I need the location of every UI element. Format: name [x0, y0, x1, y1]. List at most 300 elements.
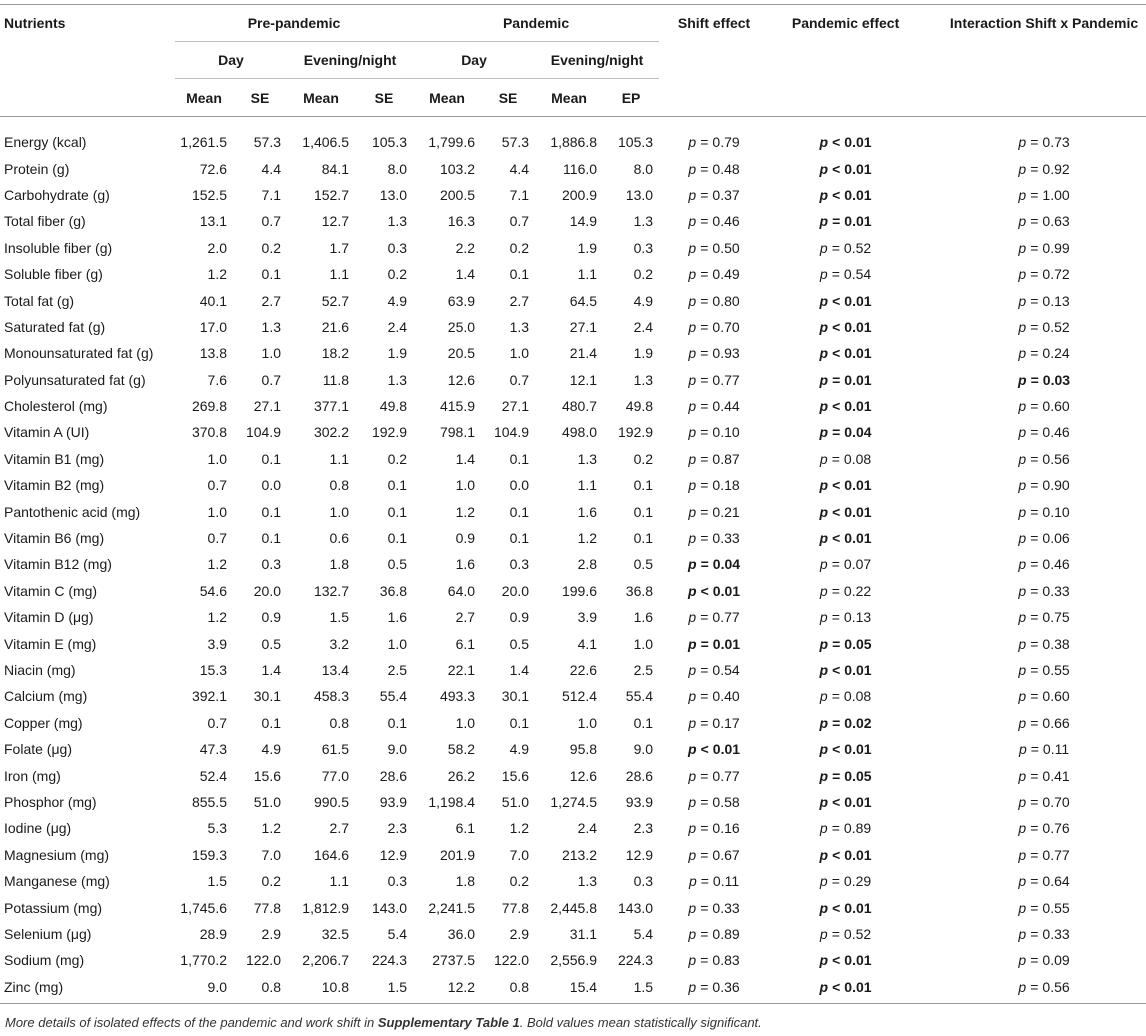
table-row: [0, 472, 1146, 498]
p-number: 0.02: [844, 714, 872, 731]
value-cell: 6.1: [455, 635, 476, 652]
p-value-cell: [659, 340, 769, 366]
p-number: 0.01: [844, 793, 872, 810]
p-operator: <: [832, 530, 841, 547]
value-cell: 2.4: [633, 318, 654, 335]
table-row: [0, 208, 1146, 234]
table-row: [0, 551, 1146, 577]
p-number: 0.77: [712, 767, 740, 784]
p-letter: p: [688, 450, 697, 467]
p-number: 0.49: [712, 266, 740, 283]
p-operator: =: [1030, 266, 1039, 283]
p-operator: =: [700, 714, 709, 731]
p-operator: <: [832, 978, 841, 995]
value-cell: 480.7: [561, 398, 598, 415]
value-cell: 0.1: [387, 530, 408, 547]
value-cell: 105.3: [371, 134, 408, 151]
table-row: [0, 921, 1146, 947]
p-operator: =: [1030, 635, 1039, 652]
footnote-text: More details of isolated effects of the pandemic and work shift in: [5, 1015, 378, 1030]
value-cell: 1.1: [577, 266, 598, 283]
value-cell: 49.8: [379, 398, 408, 415]
value-cell: 27.1: [253, 398, 281, 415]
nutrient-name: Copper (mg): [4, 714, 83, 731]
value-cell: 49.8: [625, 398, 654, 415]
p-letter: p: [688, 846, 697, 863]
subheader: SE: [481, 79, 535, 117]
p-number: 0.09: [1042, 952, 1070, 969]
value-cell: 13.0: [379, 186, 408, 203]
p-number: 0.01: [844, 503, 872, 520]
p-number: 0.16: [712, 820, 740, 837]
p-letter: p: [819, 846, 829, 863]
p-letter: p: [688, 688, 697, 705]
p-operator: =: [1030, 134, 1039, 151]
p-number: 0.73: [1042, 134, 1070, 151]
value-cell: 93.9: [625, 793, 654, 810]
p-value-cell: [769, 419, 922, 445]
value-cell: 1.2: [207, 556, 227, 573]
p-value-cell: [659, 762, 769, 788]
p-operator: =: [700, 186, 709, 203]
value-cell: 199.6: [561, 582, 598, 599]
p-letter: p: [688, 477, 697, 494]
p-value-cell: [769, 657, 922, 683]
p-number: 0.06: [1042, 530, 1070, 547]
p-number: 0.52: [843, 239, 872, 256]
p-number: 0.08: [843, 688, 872, 705]
p-operator: =: [1030, 846, 1039, 863]
p-operator: <: [700, 582, 709, 599]
p-value-cell: [769, 683, 922, 709]
p-value-cell: [769, 208, 922, 234]
nutrient-name: Pantothenic acid (mg): [4, 503, 141, 520]
value-cell: 8.0: [633, 160, 654, 177]
p-value-cell: [769, 894, 922, 920]
p-letter: p: [1018, 978, 1027, 995]
p-letter: p: [688, 186, 697, 203]
value-cell: 1.7: [329, 239, 349, 256]
value-cell: 2.5: [387, 662, 408, 678]
p-number: 0.60: [1042, 398, 1070, 415]
value-cell: 9.0: [207, 978, 227, 995]
p-letter: p: [688, 741, 697, 758]
p-operator: =: [1030, 820, 1039, 837]
value-cell: 61.5: [321, 741, 349, 758]
value-cell: 12.9: [625, 846, 654, 863]
p-number: 0.01: [844, 899, 872, 916]
p-number: 0.52: [843, 925, 872, 942]
p-operator: =: [1030, 899, 1039, 916]
footnote-link-text: Supplementary Table 1: [377, 1015, 520, 1030]
p-value-cell: [769, 129, 922, 155]
p-operator: =: [700, 846, 709, 863]
p-number: 0.48: [712, 160, 740, 177]
p-letter: p: [688, 345, 697, 362]
p-value-cell: [769, 235, 922, 261]
p-operator: =: [832, 635, 841, 652]
p-letter: p: [819, 662, 829, 678]
value-cell: 15.3: [199, 662, 227, 678]
value-cell: 13.8: [199, 345, 227, 362]
value-cell: 0.1: [261, 450, 281, 467]
value-cell: 0.9: [455, 530, 476, 547]
p-letter: p: [1018, 688, 1027, 705]
value-cell: 2737.5: [432, 952, 476, 969]
value-cell: 200.9: [561, 186, 598, 203]
value-cell: 0.1: [633, 530, 654, 547]
value-cell: 152.5: [191, 186, 227, 203]
p-letter: p: [819, 925, 828, 942]
p-value-cell: [769, 314, 922, 340]
p-number: 0.01: [844, 318, 872, 335]
p-value-cell: [769, 182, 922, 208]
value-cell: 1.9: [577, 239, 598, 256]
value-cell: 1.8: [455, 873, 476, 890]
p-value-cell: [659, 710, 769, 736]
p-operator: =: [1030, 318, 1039, 335]
p-number: 0.46: [1042, 556, 1070, 573]
p-letter: p: [1018, 239, 1027, 256]
p-operator: =: [1030, 213, 1039, 230]
p-letter: p: [819, 424, 829, 441]
p-operator: =: [1030, 714, 1039, 731]
p-operator: =: [832, 213, 841, 230]
p-value-cell: [659, 208, 769, 234]
p-letter: p: [688, 398, 697, 415]
p-letter: p: [1018, 292, 1027, 309]
p-value-cell: [769, 921, 922, 947]
p-letter: p: [1018, 793, 1027, 810]
value-cell: 84.1: [321, 160, 349, 177]
p-value-cell: [659, 551, 769, 577]
value-cell: 30.1: [501, 688, 530, 705]
p-value-cell: [659, 419, 769, 445]
p-value-cell: [659, 868, 769, 894]
p-operator: <: [832, 134, 841, 151]
value-cell: 0.1: [387, 477, 408, 494]
table-row: [0, 498, 1146, 524]
value-cell: 1.5: [329, 609, 349, 626]
p-letter: p: [688, 266, 697, 283]
p-number: 0.70: [1042, 793, 1070, 810]
table-row: [0, 974, 1146, 1000]
p-operator: =: [1030, 160, 1039, 177]
p-letter: p: [819, 530, 829, 547]
p-value-cell: [659, 657, 769, 683]
p-number: 0.11: [712, 873, 740, 890]
value-cell: 2.7: [261, 292, 281, 309]
nutrient-name: Cholesterol (mg): [4, 398, 108, 415]
p-operator: =: [700, 899, 709, 916]
value-cell: 0.8: [329, 477, 349, 494]
p-value-cell: [769, 340, 922, 366]
value-cell: 64.0: [447, 582, 476, 599]
value-cell: 201.9: [439, 846, 476, 863]
p-letter: p: [688, 873, 697, 890]
subheader: Mean: [287, 79, 355, 117]
value-cell: 798.1: [439, 424, 476, 441]
p-value-cell: [922, 155, 1146, 181]
value-cell: 1.0: [633, 635, 654, 652]
value-cell: 4.9: [387, 292, 408, 309]
table-row: [0, 762, 1146, 788]
value-cell: 1,770.2: [180, 952, 227, 969]
p-number: 0.38: [1042, 635, 1070, 652]
p-value-cell: [659, 393, 769, 419]
p-letter: p: [688, 793, 697, 810]
value-cell: 0.7: [261, 371, 281, 388]
p-operator: =: [1030, 793, 1039, 810]
value-cell: 2.0: [207, 239, 227, 256]
p-number: 0.33: [712, 899, 740, 916]
table-row: [0, 287, 1146, 313]
value-cell: 2.2: [455, 239, 476, 256]
p-value-cell: [922, 182, 1146, 208]
p-operator: =: [832, 767, 841, 784]
table-row: [0, 314, 1146, 340]
value-cell: 0.8: [261, 978, 281, 995]
p-operator: =: [1030, 371, 1039, 388]
value-cell: 31.1: [569, 925, 598, 942]
table-row: [0, 578, 1146, 604]
p-value-cell: [922, 287, 1146, 313]
p-number: 0.18: [712, 477, 740, 494]
p-operator: =: [831, 582, 840, 599]
p-number: 0.24: [1042, 345, 1070, 362]
value-cell: 58.2: [447, 741, 476, 758]
value-cell: 2.3: [633, 820, 654, 837]
nutrient-name: Vitamin C (mg): [4, 582, 98, 599]
p-number: 0.33: [1042, 925, 1070, 942]
value-cell: 0.3: [261, 556, 281, 573]
p-value-cell: [769, 472, 922, 498]
subheader: SE: [355, 79, 413, 117]
table-row: [0, 235, 1146, 261]
p-letter: p: [688, 371, 697, 388]
p-number: 0.29: [843, 873, 872, 890]
nutrient-name: Total fiber (g): [4, 213, 86, 230]
p-value-cell: [922, 419, 1146, 445]
p-operator: =: [831, 266, 840, 283]
value-cell: 12.9: [379, 846, 408, 863]
p-value-cell: [769, 710, 922, 736]
p-operator: =: [1030, 186, 1039, 203]
value-cell: 1.2: [509, 820, 530, 837]
p-value-cell: [769, 762, 922, 788]
value-cell: 9.0: [633, 741, 654, 758]
p-operator: =: [1030, 530, 1039, 547]
value-cell: 0.7: [509, 213, 530, 230]
value-cell: 1,886.8: [550, 134, 598, 151]
value-cell: 0.7: [207, 530, 227, 547]
value-cell: 1.6: [633, 609, 654, 626]
header-nutrients: Nutrients: [4, 15, 66, 32]
value-cell: 3.9: [207, 635, 227, 652]
p-letter: p: [819, 609, 828, 626]
value-cell: 12.6: [569, 767, 598, 784]
p-operator: =: [1030, 767, 1039, 784]
p-operator: =: [700, 213, 709, 230]
p-operator: <: [832, 899, 841, 916]
p-number: 0.44: [712, 398, 740, 415]
p-operator: =: [1030, 345, 1039, 362]
p-operator: =: [700, 530, 709, 547]
value-cell: 4.4: [261, 160, 281, 177]
p-operator: =: [1030, 424, 1039, 441]
value-cell: 1.0: [509, 345, 530, 362]
value-cell: 64.5: [569, 292, 598, 309]
value-cell: 27.1: [569, 318, 598, 335]
p-operator: =: [1030, 477, 1039, 494]
value-cell: 22.6: [569, 662, 598, 678]
value-cell: 1,799.6: [428, 134, 476, 151]
subheader: Mean: [535, 79, 603, 117]
value-cell: 0.0: [509, 477, 530, 494]
p-value-cell: [659, 947, 769, 973]
value-cell: 143.0: [371, 899, 408, 916]
value-cell: 1,812.9: [302, 899, 349, 916]
value-cell: 10.8: [321, 978, 349, 995]
p-number: 0.89: [712, 925, 740, 942]
p-operator: =: [700, 925, 709, 942]
p-operator: =: [1030, 925, 1039, 942]
value-cell: 0.2: [509, 239, 530, 256]
p-value-cell: [659, 235, 769, 261]
p-operator: =: [700, 424, 709, 441]
value-cell: 122.0: [245, 952, 281, 969]
p-number: 0.01: [844, 292, 872, 309]
p-letter: p: [1018, 582, 1027, 599]
p-number: 0.08: [843, 450, 872, 467]
value-cell: 458.3: [313, 688, 349, 705]
nutrient-name: Calcium (mg): [4, 688, 88, 705]
value-cell: 4.9: [261, 741, 281, 758]
table-row: [0, 393, 1146, 419]
p-value-cell: [922, 393, 1146, 419]
value-cell: 1.4: [509, 662, 530, 678]
value-cell: 1.1: [329, 266, 349, 283]
p-letter: p: [1018, 186, 1027, 203]
p-letter: p: [688, 635, 697, 652]
p-letter: p: [819, 292, 829, 309]
p-value-cell: [769, 367, 922, 393]
value-cell: 27.1: [501, 398, 530, 415]
table-row: [0, 683, 1146, 709]
value-cell: 1.3: [633, 213, 654, 230]
p-operator: =: [700, 371, 709, 388]
value-cell: 1.0: [387, 635, 408, 652]
p-operator: =: [700, 767, 709, 784]
table-row: [0, 630, 1146, 656]
value-cell: 224.3: [371, 952, 408, 969]
value-cell: 1.3: [577, 450, 598, 467]
p-value-cell: [659, 604, 769, 630]
p-number: 0.54: [712, 662, 740, 678]
p-letter: p: [1018, 318, 1027, 335]
p-value-cell: [659, 182, 769, 208]
value-cell: 1.2: [577, 530, 598, 547]
p-operator: =: [1030, 662, 1039, 678]
value-cell: 1.0: [455, 477, 476, 494]
p-value-cell: [659, 287, 769, 313]
p-value-cell: [659, 736, 769, 762]
nutrient-name: Manganese (mg): [4, 873, 110, 890]
nutrient-name: Vitamin B1 (mg): [4, 450, 105, 467]
p-letter: p: [1018, 873, 1027, 890]
p-operator: =: [700, 635, 709, 652]
p-value-cell: [659, 974, 769, 1000]
value-cell: 12.6: [447, 371, 476, 388]
p-value-cell: [922, 525, 1146, 551]
p-value-cell: [769, 525, 922, 551]
value-cell: 52.4: [199, 767, 227, 784]
p-value-cell: [769, 868, 922, 894]
value-cell: 512.4: [561, 688, 598, 705]
p-number: 0.70: [712, 318, 740, 335]
value-cell: 4.1: [577, 635, 598, 652]
value-cell: 1.5: [207, 873, 227, 890]
value-cell: 0.1: [261, 714, 281, 731]
p-number: 0.01: [844, 345, 872, 362]
nutrient-name: Insoluble fiber (g): [4, 239, 113, 256]
nutrient-name: Selenium (μg): [4, 925, 92, 942]
p-letter: p: [819, 450, 828, 467]
p-operator: <: [832, 292, 841, 309]
value-cell: 8.0: [387, 160, 408, 177]
value-cell: 1.2: [261, 820, 281, 837]
table-row: [0, 261, 1146, 287]
p-operator: <: [832, 846, 841, 863]
p-operator: <: [832, 793, 841, 810]
value-cell: 36.0: [447, 925, 476, 942]
p-value-cell: [922, 446, 1146, 472]
value-cell: 0.3: [633, 239, 654, 256]
p-letter: p: [688, 530, 697, 547]
p-operator: =: [700, 793, 709, 810]
p-letter: p: [819, 688, 828, 705]
header-interaction: Interaction Shift x Pandemic: [949, 15, 1139, 32]
value-cell: 2.5: [633, 662, 654, 678]
p-number: 1.00: [1042, 186, 1070, 203]
p-value-cell: [922, 947, 1146, 973]
p-operator: =: [700, 503, 709, 520]
p-value-cell: [659, 525, 769, 551]
table-row: [0, 710, 1146, 736]
p-operator: =: [831, 609, 840, 626]
p-value-cell: [922, 762, 1146, 788]
subheader: EP: [603, 79, 659, 117]
value-cell: 0.5: [387, 556, 408, 573]
value-cell: 2.4: [577, 820, 598, 837]
p-letter: p: [1018, 266, 1027, 283]
p-value-cell: [659, 815, 769, 841]
p-operator: <: [832, 186, 841, 203]
p-operator: =: [700, 820, 709, 837]
p-number: 0.01: [844, 134, 872, 151]
value-cell: 2.8: [577, 556, 598, 573]
p-letter: p: [819, 186, 829, 203]
nutrient-name: Saturated fat (g): [4, 318, 106, 335]
value-cell: 32.5: [321, 925, 349, 942]
header-shift-effect: Shift effect: [677, 15, 751, 32]
nutrient-name: Energy (kcal): [4, 134, 87, 151]
p-number: 0.01: [844, 741, 872, 758]
value-cell: 7.1: [261, 186, 281, 203]
p-letter: p: [819, 767, 829, 784]
p-operator: =: [700, 556, 709, 573]
p-value-cell: [769, 261, 922, 287]
